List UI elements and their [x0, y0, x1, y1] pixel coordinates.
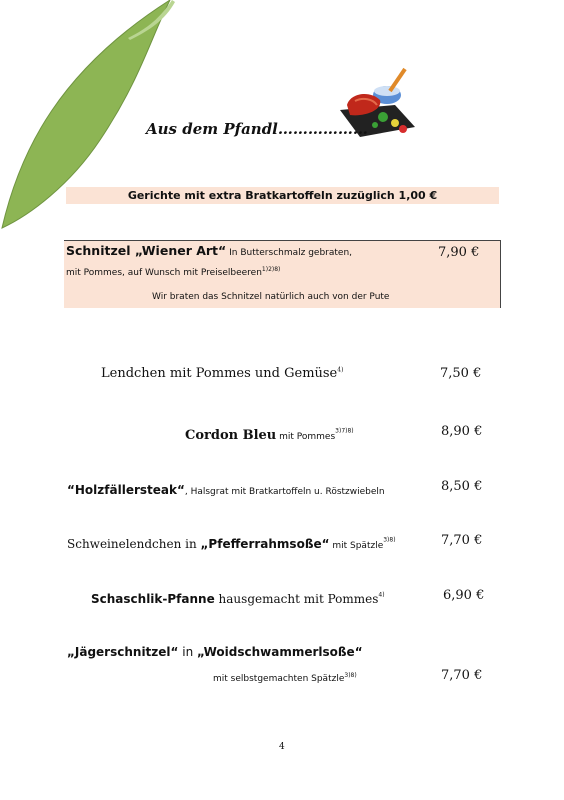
schnitzel-allergens: 1)2)8) — [261, 266, 281, 273]
jaegerschnitzel-line2 — [213, 672, 357, 684]
menu-item-lendchen — [101, 366, 343, 381]
item-extra: hausgemacht mit Pommes — [214, 592, 379, 606]
section-title: Aus dem Pfandl……………… — [146, 120, 368, 138]
schnitzel-price: 7,90 € — [438, 245, 480, 260]
menu-item-cordon-bleu — [185, 424, 354, 443]
item-allergens: 3)8) — [383, 536, 396, 544]
price-cordon-bleu: 8,90 € — [441, 424, 483, 439]
item-name: Cordon Bleu — [185, 428, 277, 443]
schnitzel-line1 — [66, 243, 352, 258]
price-lendchen: 7,50 € — [440, 366, 482, 381]
price-schaschlik: 6,90 € — [443, 588, 485, 603]
schnitzel-box — [64, 240, 501, 308]
item-extra: mit Spätzle — [329, 541, 384, 551]
price-holzfaellersteak: 8,50 € — [441, 479, 483, 494]
schnitzel-line2 — [66, 266, 280, 278]
item-name: „Pfefferrahmsoße“ — [200, 537, 330, 551]
item-mid: in — [178, 645, 197, 659]
page-number: 4 — [279, 742, 285, 752]
item-allergens: 3)8) — [344, 672, 357, 679]
item-allergens: 4) — [378, 591, 385, 599]
item-name: „Jägerschnitzel“ — [67, 645, 179, 659]
schnitzel-note: Wir braten das Schnitzel natürlich auch von der Pute — [152, 292, 390, 302]
item-name: Schaschlik-Pfanne — [91, 592, 215, 606]
item-extra: mit selbstgemachten Spätzle — [213, 674, 345, 684]
item-extra: , Halsgrat mit Bratkartoffeln u. Röstzwiebeln — [184, 487, 385, 497]
item-allergens: 3)7)8) — [335, 427, 354, 435]
item-extra: mit Pommes — [276, 432, 336, 442]
extra-fries-banner: Gerichte mit extra Bratkartoffeln zuzüglich 1,00 € — [66, 187, 499, 204]
schnitzel-name: Schnitzel „Wiener Art“ — [66, 243, 227, 258]
schnitzel-desc1: In Butterschmalz gebraten, — [226, 248, 353, 258]
item-name: “Holzfällersteak“ — [67, 483, 185, 497]
menu-item-jaegerschnitzel — [67, 641, 363, 660]
menu-item-schweinelendchen — [67, 533, 396, 552]
schnitzel-desc2: mit Pommes, auf Wunsch mit Preiselbeeren — [66, 268, 262, 278]
item-prefix: Schweinelendchen in — [67, 537, 201, 551]
menu-item-holzfaellersteak — [67, 479, 385, 498]
item-allergens: 4) — [337, 366, 344, 374]
price-jaegerschnitzel: 7,70 € — [441, 668, 483, 683]
price-schweinelendchen: 7,70 € — [441, 533, 483, 548]
item-name-sauce: „Woidschwammerlsoße“ — [197, 645, 363, 659]
item-name: Lendchen mit Pommes und Gemüse — [101, 366, 338, 381]
menu-item-schaschlik — [91, 588, 385, 607]
